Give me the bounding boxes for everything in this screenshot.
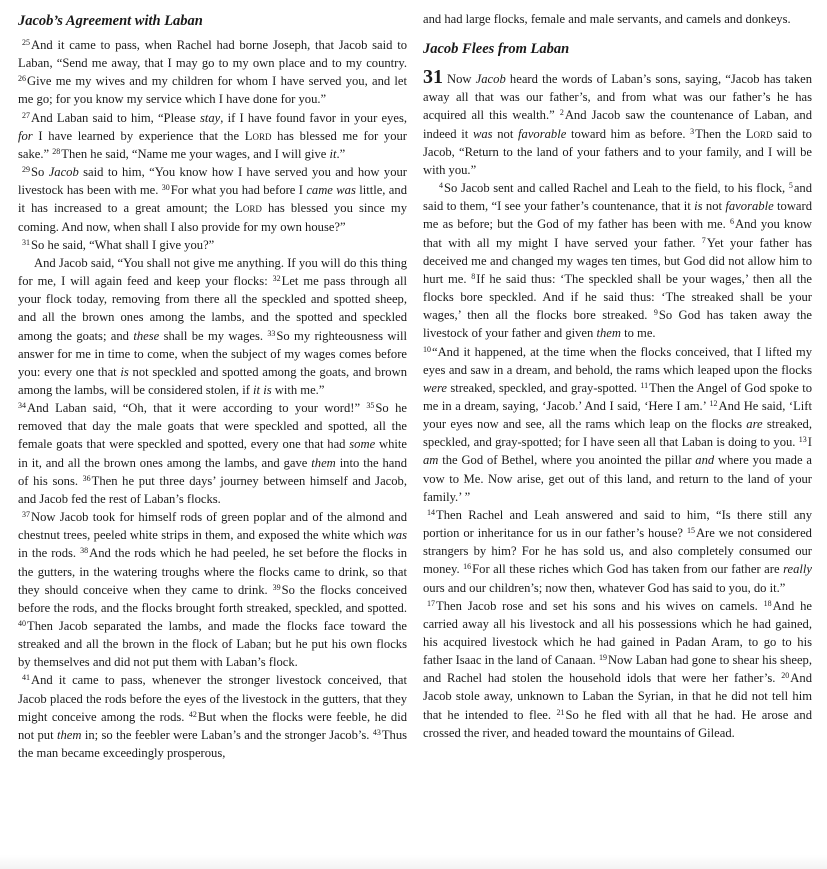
verse-number: 11 <box>640 380 649 390</box>
verse-text: little, and it has increased to a great amount; the <box>18 183 407 216</box>
verse-text: with me.” <box>271 382 325 397</box>
verse-text: not <box>492 126 519 141</box>
verse-number: 41 <box>22 673 30 683</box>
verse-text: Then Jacob separated the lambs, and made the flocks face toward the streaked and all the brown in the flock of Laban; but he put his own flocks by themselves and did not put them with Laban’s flock. <box>18 619 407 670</box>
verse-text: to me. <box>620 326 656 341</box>
verse-text: ours and our children’s; now then, whatever God has said to you, do it.” <box>423 580 786 595</box>
verse-text: And the rods which he had peeled, he set before the flocks in the gutters, in the watering troughs where the flocks came to drink, so that they should conceive when they came to drink. <box>18 546 407 597</box>
italic-text: was <box>387 528 407 543</box>
verse-text: And He said, ‘Lift your eyes now and see, all the rams which leap on the flocks <box>423 398 812 432</box>
verse-number: 12 <box>709 398 718 408</box>
verse-paragraph <box>423 66 812 179</box>
small-caps-text: Lord <box>235 201 262 216</box>
verse-text: Then he said, “Name me your wages, and I will give <box>61 146 330 161</box>
verse-text: I have learned by experience that the <box>32 128 245 143</box>
small-caps-text: Lord <box>244 128 272 143</box>
verse-text: So Jacob sent and called Rachel and Leah to the field, to his flock, <box>444 181 789 196</box>
verse-number: 28 <box>52 146 61 156</box>
verse-text: So he removed that day the male goats that were speckled and spotted, all the female goats that were speckled and spotted, every one that had <box>18 401 407 452</box>
section-heading-agreement: Jacob’s Agreement with Laban <box>18 13 203 29</box>
verse-text: And Jacob saw the countenance of Laban, and indeed it <box>423 108 812 141</box>
verse-text: Then Jacob rose and set his sons and his wives on camels. <box>436 598 764 613</box>
verse-text: And you know that with all my might I have served your father. <box>423 217 812 250</box>
verse-number: 26 <box>18 74 26 84</box>
verse-number: 5 <box>788 181 793 191</box>
verse-text: and said to them, “I see your father’s countenance, that it <box>423 181 812 214</box>
italic-text: am <box>423 453 439 468</box>
italic-text: some <box>349 437 376 452</box>
verse-number: 31 <box>22 237 30 247</box>
verse-text: in; so the feebler were Laban’s and the stronger Jacob’s. <box>81 727 373 742</box>
italic-text: it <box>329 146 337 161</box>
italic-text: for <box>18 128 33 143</box>
verse-text: Give me my wives and my children for whom I have served you, and let me go; for you know my service which I have done for you.” <box>18 74 407 107</box>
verse-text: I <box>807 435 812 450</box>
verse-text: And it came to pass, when Rachel had borne Joseph, that Jacob said to Laban, “Send me away, that I may go to my own place and to my country. <box>18 38 407 71</box>
verse-number: 30 <box>161 183 170 193</box>
verse-number: 6 <box>729 217 734 227</box>
italic-text: these <box>133 328 160 343</box>
verse-paragraph <box>18 254 407 399</box>
verse-text: So my righteousness will answer for me in time to come, when the subject of my wages comes before you: every one that <box>18 328 407 379</box>
verse-number: 29 <box>22 165 30 175</box>
verse-text: If he said thus: ‘The speckled shall be your wages,’ then all the flocks bore speckled. And if he said thus: ‘The streaked shall be your wages,’ then all the flocks bore streaked. <box>423 271 812 323</box>
verse-text: But when the flocks were feeble, he did not put <box>18 709 407 742</box>
verse-text: And he carried away all his livestock and all his possessions which he had gained, his acquired livestock which he had gained in Padan Aram, to go to his father Isaac in the land of Canaan. <box>423 598 812 668</box>
verse-number: 4 <box>439 181 443 191</box>
italic-text: them <box>311 455 336 470</box>
verse-text: toward me as before; but the God of my father has been with me. <box>423 199 813 232</box>
verse-number: 36 <box>82 473 91 483</box>
verse-number: 32 <box>272 274 281 284</box>
verse-paragraph <box>423 343 812 506</box>
right-column <box>423 10 812 869</box>
verse-text: white in it, and all the brown ones among the lambs, and gave <box>18 437 407 470</box>
verse-number: 18 <box>763 598 772 608</box>
italic-text: came <box>306 183 333 198</box>
verse-text: And Jacob stole away, unknown to Laban the Syrian, in that he did not tell him that he intended to flee. <box>423 671 812 722</box>
verse-number: 21 <box>556 707 565 717</box>
verse-text: For all these riches which God has taken from our father are <box>472 562 784 577</box>
verse-text: in the rods. <box>18 546 81 561</box>
verse-number: 40 <box>18 619 26 628</box>
left-column-text <box>18 36 407 762</box>
italic-text: favorable <box>725 199 774 214</box>
verse-paragraph <box>18 163 407 236</box>
verse-text: Now <box>447 72 476 87</box>
italic-text: favorable <box>518 126 567 141</box>
verse-paragraph <box>18 671 407 762</box>
verse-number: 19 <box>599 653 607 663</box>
verse-paragraph <box>423 179 812 342</box>
italic-text: Jacob <box>48 165 79 180</box>
verse-number: 15 <box>686 526 695 536</box>
verse-number: 7 <box>701 235 706 245</box>
italic-text: are <box>746 417 763 432</box>
verse-text: has blessed me for your sake.” <box>18 128 408 161</box>
verse-text: Now Jacob took for himself rods of green poplar and of the almond and chestnut trees, peeled white strips in them, and exposed the white which <box>18 510 407 543</box>
italic-text: was <box>472 126 493 141</box>
verse-number: 35 <box>366 401 375 411</box>
verse-number: 8 <box>471 271 476 281</box>
chapter-number: 31 <box>423 66 443 89</box>
italic-text: and <box>695 453 715 468</box>
verse-text: Then he put three days’ journey between himself and Jacob, and Jacob fed the rest of Laban’s flocks. <box>18 473 407 506</box>
verse-text: , if I have found favor in your eyes, <box>220 110 407 125</box>
italic-text: them <box>596 326 621 341</box>
verse-number: 14 <box>427 507 435 517</box>
verse-text: said to him, “You know how I have served you and how your livestock has been with me. <box>18 165 407 198</box>
italic-text: them <box>56 727 82 742</box>
verse-number: 9 <box>653 308 658 318</box>
verse-text: .” <box>336 146 346 161</box>
verse-paragraph <box>423 506 812 597</box>
verse-text: Let me pass through all your flock today, removing from there all the speckled and spotted sheep, and all the brown ones among the lambs, and the spotted and speckled among the goats; and <box>18 274 408 343</box>
verse-number: 16 <box>463 562 472 572</box>
verse-text: And it came to pass, whenever the stronger livestock conceived, that Jacob placed the rods before the eyes of the livestock in the gutters, that they might conceive among the rods. <box>18 673 407 724</box>
verse-text: streaked, speckled, and gray-spotted; for I have seen all that Laban is doing to you. <box>423 417 812 450</box>
verse-number: 33 <box>267 328 276 338</box>
verse-text: where you made a vow to Me. Now arise, get out of this land, and return to the land of your family.’ ” <box>423 453 812 504</box>
verse-text: into the hand of his sons. <box>18 455 407 488</box>
verse-paragraph <box>18 36 407 109</box>
verse-paragraph <box>18 236 407 254</box>
verse-number: 43 <box>372 727 381 737</box>
verse-text: shall be my wages. <box>159 328 268 343</box>
verse-text: Then the Angel of God spoke to me in a dream, saying, ‘Jacob.’ And I said, ‘Here I am.’ <box>423 380 812 413</box>
verse-text: For what you had before I <box>170 183 307 198</box>
italic-text: were <box>423 380 448 395</box>
verse-text: And Jacob said, “You shall not give me anything. If you will do this thing for me, I will again feed and keep your flocks: <box>18 255 407 289</box>
verse-text: streaked, speckled, and gray-spotted. <box>447 380 641 395</box>
italic-text: stay <box>199 110 221 125</box>
section-heading-flees: Jacob Flees from Laban <box>423 41 570 58</box>
verse-number: 20 <box>781 671 790 681</box>
verse-paragraph <box>18 399 407 508</box>
verse-number: 25 <box>22 38 30 47</box>
verse-text: Now Laban had gone to shear his sheep, and Rachel had stolen the household idols that were her father’s. <box>423 653 812 686</box>
verse-text: Yet your father has deceived me and changed my wages ten times, but God did not allow him to hurt me. <box>423 235 813 286</box>
verse-text: Thus the man became exceedingly prosperous, <box>18 727 408 761</box>
continuation-text: and had large flocks, female and male servants, and camels and donkeys. <box>423 12 791 26</box>
small-caps-text: Lord <box>745 126 773 141</box>
verse-number: 13 <box>798 435 807 445</box>
verse-text: So the flocks conceived before the rods, and the flocks brought forth streaked, speckled, and spotted. <box>18 582 407 615</box>
italic-text: Jacob <box>475 72 506 87</box>
verse-text: And Laban said, “Oh, that it were according to your word!” <box>27 401 367 416</box>
verse-text: Are we not considered strangers by him? For he has sold us, and also completely consumed our money. <box>423 526 812 577</box>
italic-text: was <box>336 183 356 198</box>
verse-paragraph <box>423 597 812 742</box>
verse-number: 38 <box>80 546 89 556</box>
verse-text: has blessed you since my coming. And now, when shall I also provide for my own house?” <box>18 201 408 234</box>
verse-number: 3 <box>690 126 695 136</box>
verse-text: toward him as before. <box>566 126 691 141</box>
verse-number: 10 <box>423 344 431 354</box>
verse-number: 2 <box>559 108 564 118</box>
verse-text: not <box>702 199 726 214</box>
verse-number: 37 <box>22 510 30 520</box>
verse-text: heard the words of Laban’s sons, saying, “Jacob has taken away all that was our father’s, and from what was our father’s he has acquired all this wealth.” <box>423 72 812 123</box>
verse-number: 39 <box>272 582 281 592</box>
verse-text: So he said, “What shall I give you?” <box>31 237 215 252</box>
verse-text: So he fled with all that he had. He arose and crossed the river, and headed toward the mountains of Gilead. <box>423 707 812 740</box>
verse-number: 27 <box>22 110 30 120</box>
verse-number: 42 <box>188 709 197 719</box>
italic-text: really <box>783 562 812 577</box>
verse-text: “And it happened, at the time when the flocks conceived, that I lifted my eyes and saw in a dream, and behold, the rams which leaped upon the flocks <box>423 344 812 377</box>
italic-text: is <box>120 364 129 379</box>
verse-paragraph <box>18 109 407 163</box>
verse-number: 17 <box>427 598 435 608</box>
verse-text: said to Jacob, “Return to the land of your fathers and to your family, and I will be with you.” <box>423 126 812 177</box>
verse-text: not speckled and spotted among the goats, and brown among the lambs, will be considered stolen, if <box>18 364 407 397</box>
italic-text: is <box>694 199 703 214</box>
verse-text: And Laban said to him, “Please <box>31 110 200 125</box>
verse-text: Then Rachel and Leah answered and said to him, “Is there still any portion or inheritance for us in our father’s house? <box>423 507 812 541</box>
left-column <box>18 10 407 869</box>
verse-text: the God of Bethel, where you anointed the pillar <box>438 453 696 468</box>
verse-text: Then the <box>695 126 746 141</box>
verse-number: 34 <box>18 401 26 411</box>
verse-text: So <box>31 165 49 180</box>
verse-paragraph <box>18 508 407 671</box>
italic-text: it is <box>253 382 272 397</box>
verse-text: So God has taken away the livestock of your father and given <box>423 308 812 341</box>
right-column-text <box>423 66 813 742</box>
